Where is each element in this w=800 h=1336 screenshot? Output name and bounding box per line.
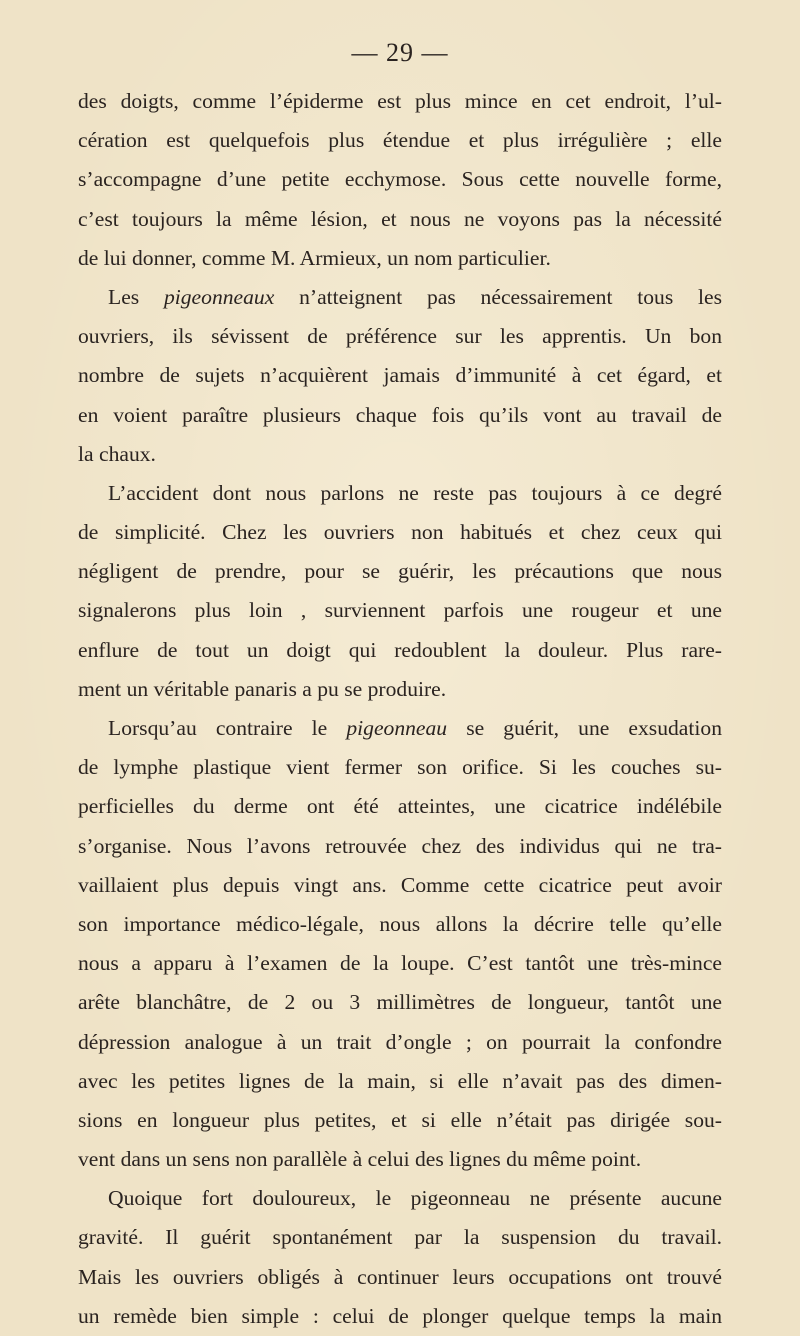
paragraph-start-line: Les pigeonneaux n’atteignent pas nécessairement tous les [108, 284, 722, 309]
text-line: arête blanchâtre, de 2 ou 3 millimètres de longueur, tantôt une [78, 990, 722, 1015]
text-line: de simplicité. Chez les ouvriers non habitués et chez ceux qui [78, 520, 722, 545]
paragraph-start-line: Lorsqu’au contraire le pigeonneau se guérit, une exsudation [108, 716, 722, 740]
paragraph-start-line: Quoique fort douloureux, le pigeonneau ne présente aucune [108, 1186, 722, 1211]
text-line: s’accompagne d’une petite ecchymose. Sous cette nouvelle forme, [78, 167, 722, 192]
page-number: — 29 — [351, 38, 449, 67]
text-line: un remède bien simple : celui de plonger quelque temps la main [78, 1303, 722, 1328]
text-line: son importance médico-légale, nous allons la décrire telle qu’elle [78, 911, 722, 936]
text-line: négligent de prendre, pour se guérir, les précautions que nous [78, 559, 722, 584]
text-line: vent dans un sens non parallèle à celui des lignes du même point. [78, 1147, 642, 1172]
text-line: s’organise. Nous l’avons retrouvée chez des individus qui ne tra- [78, 833, 722, 858]
text-line: sions en longueur plus petites, et si elle n’était pas dirigée sou- [78, 1107, 722, 1132]
text-line: de lui donner, comme M. Armieux, un nom particulier. [78, 245, 551, 270]
text-line: gravité. Il guérit spontanément par la suspension du travail. [78, 1225, 722, 1250]
text-line: c’est toujours la même lésion, et nous ne voyons pas la nécessité [78, 206, 722, 231]
text-line: la chaux. [78, 441, 156, 466]
italic-term: pigeonneaux [163, 284, 275, 309]
text-line: enflure de tout un doigt qui redoublent la douleur. Plus rare- [78, 637, 722, 662]
text-line: signalerons plus loin , surviennent parfois une rougeur et une [78, 598, 722, 623]
text-line: avec les petites lignes de la main, si elle n’avait pas des dimen- [78, 1068, 722, 1093]
text-line: en voient paraître plusieurs chaque fois qu’ils vont au travail de [78, 402, 722, 427]
italic-term: pigeonneau [346, 716, 448, 740]
text-line: Mais les ouvriers obligés à continuer leurs occupations ont trouvé [78, 1264, 722, 1289]
text-line: perficielles du derme ont été atteintes, une cicatrice indélébile [78, 794, 722, 819]
text-line: cération est quelquefois plus étendue et plus irrégulière ; elle [78, 128, 722, 153]
text-line: nombre de sujets n’acquièrent jamais d’immunité à cet égard, et [78, 363, 722, 388]
text-line: des doigts, comme l’épiderme est plus mince en cet endroit, l’ul- [78, 89, 722, 113]
text-line: vaillaient plus depuis vingt ans. Comme cette cicatrice peut avoir [78, 872, 722, 897]
body-text [78, 82, 722, 1336]
text-line: nous a apparu à l’examen de la loupe. C’est tantôt une très-mince [78, 951, 722, 976]
text-line: ment un véritable panaris a pu se produire. [78, 676, 447, 701]
text-line: ouvriers, ils sévissent de préférence sur les apprentis. Un bon [78, 324, 722, 349]
paragraph-start-line: L’accident dont nous parlons ne reste pas toujours à ce degré [108, 480, 722, 505]
text-line: de lymphe plastique vient fermer son orifice. Si les couches su- [78, 755, 722, 780]
text-line: dépression analogue à un trait d’ongle ; on pourrait la confondre [78, 1029, 722, 1054]
